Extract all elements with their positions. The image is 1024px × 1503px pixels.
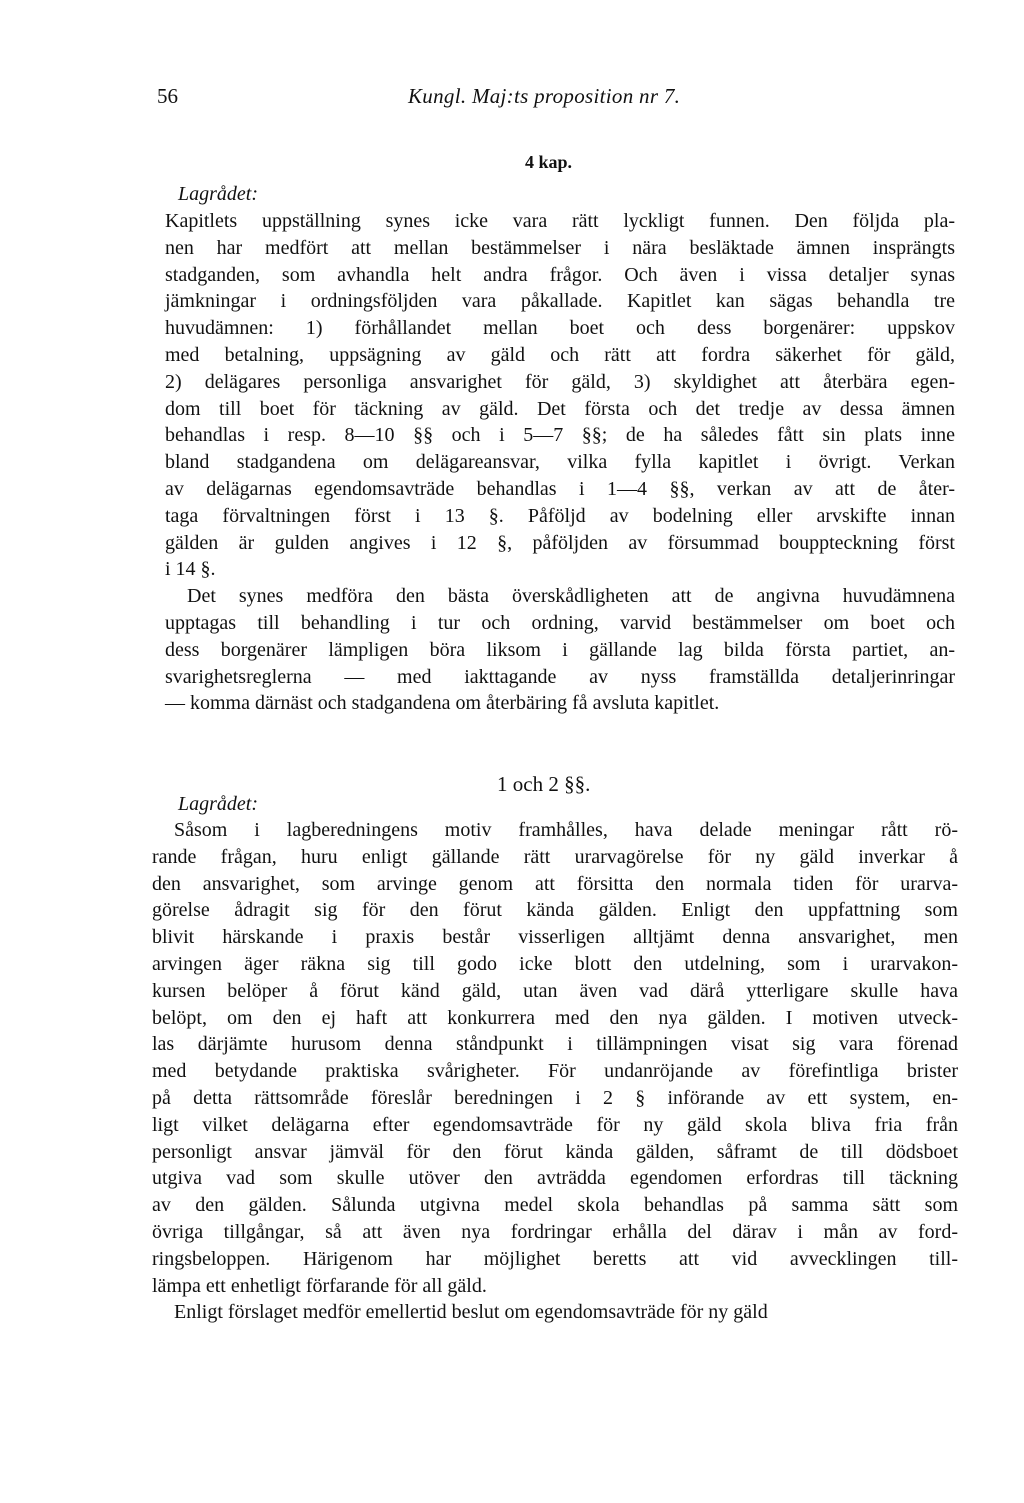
text-line: rande frågan, huru enligt gällande rätt urarvagörelse för ny gäld inverkar å [152,845,958,868]
text-line: med betalning, uppsägning av gäld och rätt att fordra säkerhet för gäld, [165,343,955,366]
text-line: nen har medfört att mellan bestämmelser i nära besläktade ämnen insprängts [165,236,955,259]
text-line: svarighetsreglerna — med iakttagande av nyss framställda detaljerinringar [165,665,955,688]
text-line: ligt vilket delägarna efter egendomsavträde för ny gäld skola bliva fria från [152,1113,958,1136]
text-line: av den gälden. Sålunda utgivna medel skola behandlas på samma sätt som [152,1194,958,1217]
text-line: 2) delägares personliga ansvarighet för gäld, 3) skyldighet att återbära egen- [165,370,955,393]
text-line: arvingen äger räkna sig till godo icke blott den utdelning, som i urarvakon- [152,952,958,975]
page-number: 56 [157,84,178,108]
text-line: kursen belöper å förut känd gäld, utan även vad därå ytterligare skulle hava [152,979,958,1002]
text-line: av delägarnas egendomsavträde behandlas i 1—4 §§, verkan av att de åter- [165,477,955,500]
text-line: övriga tillgångar, så att även nya fordringar erhålla del därav i mån av ford- [152,1220,958,1243]
text-line: Såsom i lagberedningens motiv framhålles, hava delade meningar rått rö- [174,819,958,841]
text-line: gälden är gulden angives i 12 §, påföljden av försummad bouppteckning först [165,531,955,554]
text-line: lämpa ett enhetligt förfarande för all gäld. [152,1274,487,1297]
section-heading: 1 och 2 §§. [497,772,591,796]
section-label: Lagrådet: [178,793,258,815]
text-line: las därjämte hurusom denna ståndpunkt i tillämpningen visat sig vara förenad [152,1033,958,1056]
text-line: Kapitlets uppställning synes icke vara rätt lyckligt funnen. Den följda pla- [165,210,955,232]
text-line: jämkningar i ordningsföljden vara påkallade. Kapitlet kan sägas behandla tre [165,290,955,313]
chapter-body [165,208,955,717]
text-line: behandlas i resp. 8—10 §§ och i 5—7 §§; de ha således fått sin plats inne [165,424,955,447]
text-line: ringsbeloppen. Härigenom har möjlighet beretts att vid avvecklingen till- [152,1247,958,1270]
text-line: dess borgenärer lämpligen böra liksom i gällande lag bilda första partiet, an- [165,638,955,661]
text-line: dom till boet för täckning av gäld. Det första och det tredje av dessa ämnen [165,397,955,420]
text-line: den ansvarighet, som arvinge genom att försitta den normala tiden för urarva- [152,872,958,895]
text-line: utgiva vad som skulle utöver den avträdda egendomen erfordras till täckning [152,1167,958,1190]
text-line: på detta rättsområde föreslår beredningen i 2 § införande av ett system, en- [152,1086,958,1109]
text-line: belöpt, om den ej haft att konkurrera med den nya gälden. I motiven utveck- [152,1006,958,1029]
running-title: Kungl. Maj:ts proposition nr 7. [408,84,681,108]
chapter-heading: 4 kap. [525,152,573,172]
text-line: görelse ådragit sig för den förut kända gälden. Enligt den uppfattning som [152,899,958,922]
section-body [152,817,958,1326]
chapter-label: Lagrådet: [178,183,258,205]
text-line: i 14 §. [165,558,216,581]
text-line: med betydande praktiska svårigheter. För undanröjande av förefintliga brister [152,1060,958,1083]
text-line: huvudämnen: 1) förhållandet mellan boet och dess borgenärer: uppskov [165,317,955,340]
text-line: Det synes medföra den bästa överskådligheten att de angivna huvudämnena [187,585,955,608]
text-line: stadganden, som avhandla helt andra frågor. Och även i vissa detaljer synas [165,263,955,286]
text-line: bland stadgandena om delägareansvar, vilka fylla kapitlet i övrigt. Verkan [165,451,955,474]
text-line: blivit härskande i praxis består visserligen alltjämt denna ansvarighet, men [152,926,958,949]
text-line: upptagas till behandling i tur och ordning, varvid bestämmelser om boet och [165,611,955,634]
text-line: personligt ansvar jämväl för den förut kända gälden, såframt de till dödsboet [152,1140,958,1163]
text-line: — komma därnäst och stadgandena om återbäring få avsluta kapitlet. [165,692,720,715]
text-line: taga förvaltningen först i 13 §. Påföljd av bodelning eller arvskifte innan [165,504,955,527]
text-line: Enligt förslaget medför emellertid beslut om egendomsavträde för ny gäld [174,1301,768,1324]
